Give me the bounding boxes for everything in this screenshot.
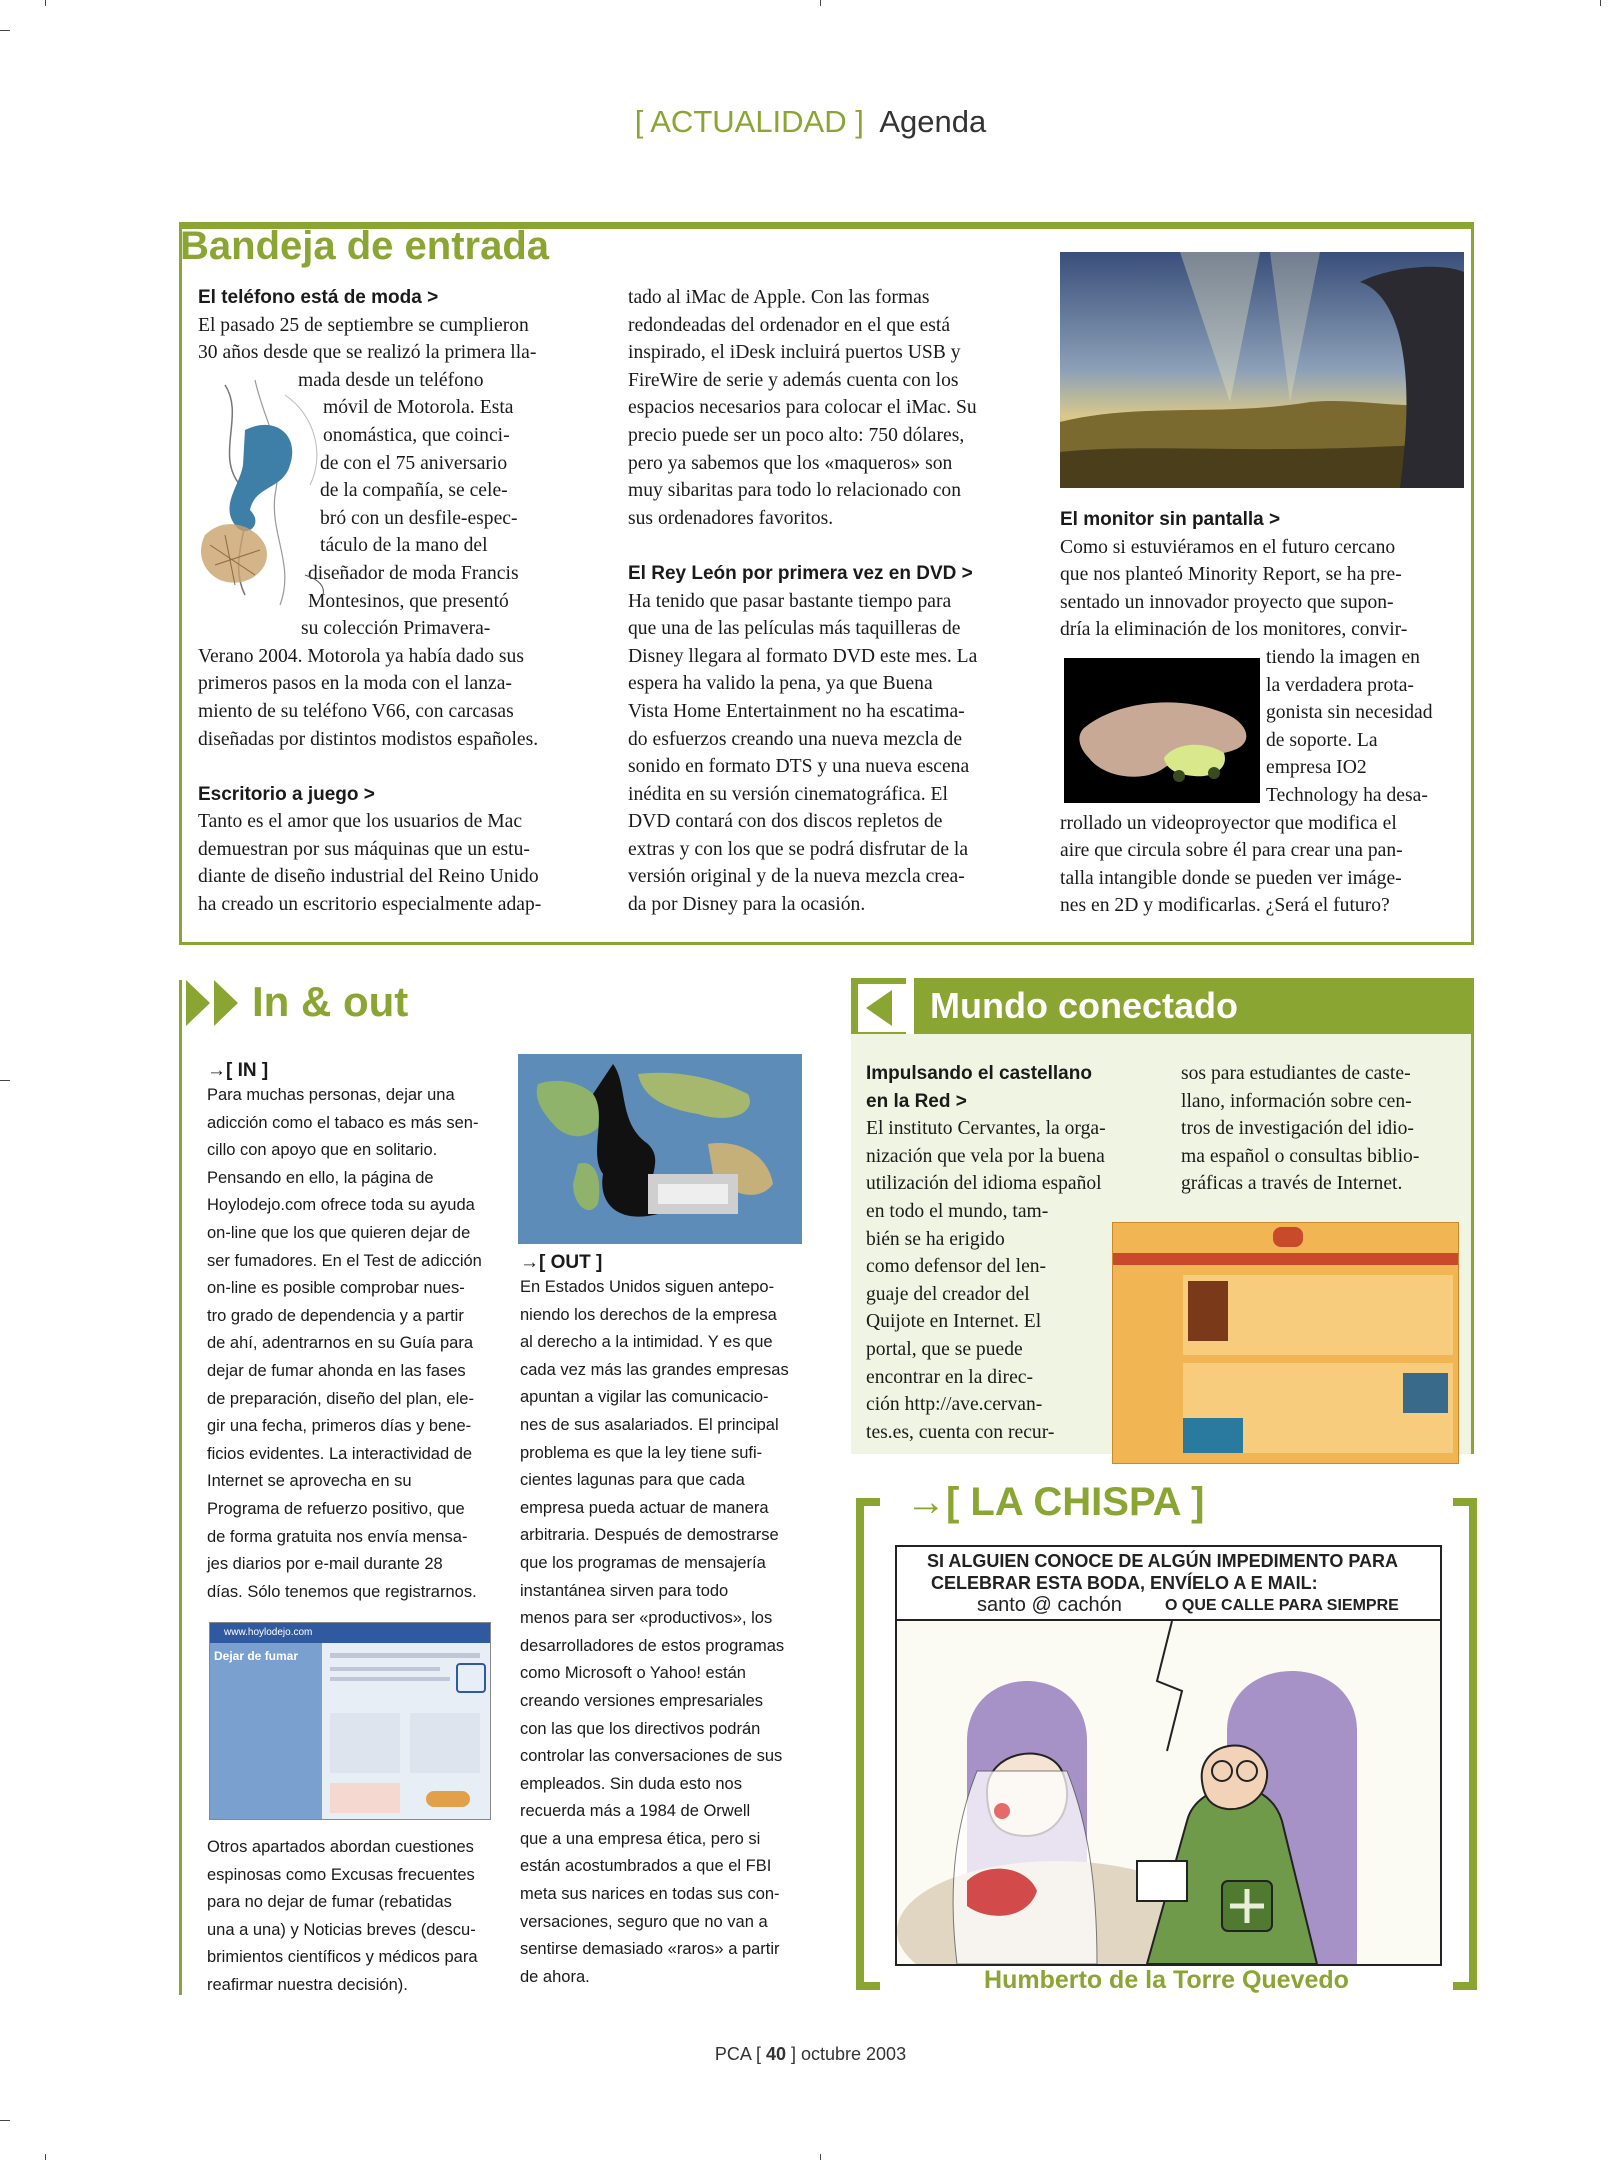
- text-line: ma español o consultas biblio-: [1181, 1145, 1420, 1167]
- text-line: ser fumadores. En el Test de adicción: [207, 1251, 482, 1270]
- text-line: como Microsoft o Yahoo! están: [520, 1664, 746, 1683]
- text-line: sentirse demasiado «raros» a partir: [520, 1940, 780, 1959]
- text-line: tado al iMac de Apple. Con las formas: [628, 287, 930, 308]
- text-line: tro grado de dependencia y a partir: [207, 1306, 464, 1325]
- text-line: Verano 2004. Motorola ya había dado sus: [198, 645, 524, 667]
- text-line: rrollado un videoproyector que modifica el: [1060, 812, 1397, 834]
- text-line: Otros apartados abordan cuestiones: [207, 1838, 474, 1856]
- text-line: de soporte. La: [1266, 729, 1378, 751]
- text-line: Como si estuviéramos en el futuro cercano: [1060, 536, 1396, 558]
- text-line: instantánea sirven para todo: [520, 1581, 729, 1600]
- text-line: empleados. Sin duda esto nos: [520, 1774, 742, 1793]
- text-line: sonido en formato DTS y una nueva escena: [628, 756, 970, 778]
- text-line: espacios necesarios para colocar el iMac. Su: [628, 397, 977, 419]
- text-line: empresa pueda actuar de manera: [520, 1498, 769, 1517]
- site-banner: Dejar de fumar: [214, 1649, 299, 1663]
- text-line: días. Sólo tenemos que registrarnos.: [207, 1582, 477, 1601]
- text-line: Montesinos, que presentó: [308, 590, 509, 612]
- crop-mark: [45, 0, 46, 6]
- logo-icon: [1273, 1227, 1303, 1247]
- hoylodejo-screenshot: [209, 1622, 491, 1820]
- text-line: on-line es posible comprobar nues-: [207, 1279, 465, 1298]
- crop-mark: [820, 0, 821, 6]
- wedding-cartoon-drawing: [897, 1621, 1440, 1964]
- page-header: [0, 104, 1621, 140]
- text-line: que los programas de mensajería: [520, 1553, 766, 1572]
- site-url: www.hoylodejo.com: [210, 1623, 490, 1643]
- text-line: adicción como el tabaco es más sen-: [207, 1113, 479, 1132]
- text-line: menos para ser «productivos», los: [520, 1609, 773, 1628]
- text-line: do esfuerzos creando una nueva mezcla de: [628, 728, 963, 750]
- text-line: versión original y de la nueva mezcla crea-: [628, 866, 965, 888]
- text-line: problema es que la ley tiene sufi-: [520, 1443, 763, 1462]
- text-line: espinosas como Excusas frecuentes: [207, 1865, 475, 1884]
- bandeja-col-2: [628, 284, 1026, 919]
- text-line: dría la eliminación de los monitores, convir-: [1060, 619, 1408, 641]
- mundo-title: Mundo conectado: [930, 985, 1238, 1026]
- text-line: bién se ha erigido: [866, 1228, 1005, 1250]
- text-line: Pensando en ello, la página de: [207, 1168, 434, 1187]
- text-line: sos para estudiantes de caste-: [1181, 1063, 1411, 1084]
- in-column-cont: [207, 1834, 493, 2000]
- article-body-reyleon: [628, 588, 1026, 919]
- text-line: tiendo la imagen en: [1266, 646, 1420, 668]
- text-line: que una de las películas más taquilleras de: [628, 618, 961, 640]
- text-line: diseñador de moda Francis: [308, 562, 519, 584]
- in-column: [207, 1060, 493, 1606]
- text-line: aire que circula sobre él para crear una pan-: [1060, 840, 1403, 862]
- text-line: creando versiones empresariales: [520, 1691, 764, 1710]
- help-icon: [456, 1663, 486, 1693]
- text-line: apuntan a vigilar las comunicacio-: [520, 1388, 769, 1407]
- text-line: Tanto es el amor que los usuarios de Mac: [198, 811, 523, 833]
- text-line: pero ya sabemos que los «maqueros» son: [628, 452, 953, 474]
- speech-line-3: O QUE CALLE PARA SIEMPRE: [1165, 1597, 1399, 1614]
- text-line: inspirado, el iDesk incluirá puertos USB y: [628, 342, 961, 364]
- text-line: 30 años desde que se realizó la primera lla-: [198, 342, 537, 364]
- text-line: guaje del creador del: [866, 1283, 1030, 1305]
- section-label: [ ACTUALIDAD ]: [634, 104, 864, 139]
- chispa-author: Humberto de la Torre Quevedo: [984, 1966, 1349, 1994]
- cervantes-screenshot: [1112, 1222, 1459, 1464]
- text-line: bró con un desfile-espec-: [320, 507, 518, 529]
- text-line: jes diarios por e-mail durante 28: [207, 1555, 443, 1574]
- footer-date: octubre 2003: [801, 2044, 907, 2064]
- text-line: talla intangible donde se pueden ver imáge-: [1060, 867, 1402, 889]
- out-heading: →[ OUT ]: [520, 1252, 603, 1273]
- page-number: 40: [765, 2044, 786, 2064]
- crop-mark: [1600, 0, 1601, 6]
- text-line: que a una empresa ética, pero si: [520, 1829, 761, 1848]
- text-line: muy sibaritas para todo lo relacionado con: [628, 480, 961, 502]
- text-line: para no dejar de fumar (rebatidas: [207, 1893, 452, 1912]
- text-line: diseñadas por distintos modistos españoles.: [198, 728, 539, 750]
- speech-email: santo @ cachón: [977, 1594, 1122, 1616]
- text-line: gir una fecha, primeros días y bene-: [207, 1417, 472, 1436]
- text-line: on-line que los que quieren dejar de: [207, 1223, 471, 1242]
- text-line: tros de investigación del idio-: [1181, 1118, 1414, 1140]
- text-line: sus ordenadores favoritos.: [628, 507, 834, 529]
- mundo-heading-2: en la Red >: [866, 1090, 967, 1112]
- mundo-heading-1: Impulsando el castellano: [866, 1063, 1092, 1084]
- text-line: Vista Home Entertainment no ha escatima-: [628, 700, 965, 722]
- text-line: desarrolladores de estos programas: [520, 1636, 785, 1655]
- text-line: nes en 2D y modificarlas. ¿Será el futuro?: [1060, 895, 1390, 917]
- text-line: táculo de la mano del: [320, 535, 488, 557]
- text-line: miento de su teléfono V66, con carcasas: [198, 700, 514, 722]
- lion-king-image: [1060, 252, 1464, 488]
- text-line: cada vez más las grandes empresas: [520, 1360, 789, 1379]
- text-line: empresa IO2: [1266, 757, 1367, 779]
- left-arrow-icon: [858, 984, 906, 1032]
- mundo-col-2: [1181, 1060, 1461, 1198]
- text-line: demuestran por sus máquinas que un estu-: [198, 838, 530, 860]
- text-line: Ha tenido que pasar bastante tiempo para: [628, 590, 952, 612]
- text-line: la verdadera prota-: [1266, 674, 1414, 696]
- text-line: da por Disney para la ocasión.: [628, 894, 866, 916]
- text-line: utilización del idioma español: [866, 1173, 1102, 1195]
- text-line: nización que vela por la buena: [866, 1145, 1105, 1167]
- text-line: En Estados Unidos siguen antepo-: [520, 1278, 775, 1296]
- text-line: DVD contará con dos discos repletos de: [628, 811, 943, 833]
- text-line: sentado un innovador proyecto que supon-: [1060, 591, 1394, 613]
- speech-line-1: SI ALGUIEN CONOCE DE ALGÚN IMPEDIMENTO PARA: [927, 1551, 1399, 1571]
- text-line: portal, que se puede: [866, 1338, 1023, 1360]
- crop-mark: [45, 2154, 46, 2160]
- chispa-title: →[ LA CHISPA ]: [906, 1480, 1205, 1524]
- text-line: de ahí, adentrarnos en su Guía para: [207, 1334, 474, 1353]
- text-line: de ahora.: [520, 1967, 590, 1986]
- article-heading-telefono: El teléfono está de moda >: [198, 287, 439, 308]
- text-line: móvil de Motorola. Esta: [323, 397, 514, 419]
- text-line: onomástica, que coinci-: [323, 424, 510, 446]
- text-line: dejar de fumar ahonda en las fases: [207, 1361, 466, 1380]
- mundo-arrow-box: [858, 984, 906, 1032]
- text-line: redondeadas del ordenador en el que está: [628, 314, 951, 336]
- text-line: reafirmar nuestra decisión).: [207, 1975, 408, 1994]
- crop-mark: [820, 2154, 821, 2160]
- text-line: cillo con apoyo que en solitario.: [207, 1141, 438, 1160]
- text-line: niendo los derechos de la empresa: [520, 1305, 777, 1324]
- text-line: Disney llegara al formato DVD este mes. La: [628, 645, 978, 667]
- text-line: Programa de refuerzo positivo, que: [207, 1499, 465, 1518]
- text-line: ha creado un escritorio especialmente adap-: [198, 894, 542, 916]
- text-line: espera ha valido la pena, ya que Buena: [628, 673, 933, 695]
- chispa-bracket-right: [1469, 1498, 1477, 1990]
- text-line: El instituto Cervantes, la orga-: [866, 1118, 1106, 1140]
- text-line: Quijote en Internet. El: [866, 1311, 1042, 1333]
- text-line: están acostumbrados a que el FBI: [520, 1857, 772, 1876]
- text-line: como defensor del len-: [866, 1256, 1047, 1278]
- text-line: Hoylodejo.com ofrece toda su ayuda: [207, 1196, 475, 1215]
- text-line: arbitraria. Después de demostrarse: [520, 1526, 779, 1545]
- text-line: de la compañía, se cele-: [320, 480, 508, 502]
- text-line: gonista sin necesidad: [1266, 702, 1433, 724]
- subsection-label: Agenda: [879, 104, 987, 139]
- text-line: El pasado 25 de septiembre se cumplieron: [198, 314, 529, 336]
- text-line: en todo el mundo, tam-: [866, 1200, 1049, 1222]
- text-line: inédita en su versión cinematográfica. El: [628, 783, 948, 805]
- text-line: tes.es, cuenta con recur-: [866, 1421, 1055, 1443]
- out-column: [520, 1252, 806, 1991]
- text-line: extras y con los que se podrá disfrutar de la: [628, 838, 969, 860]
- text-line: con las que los directivos podrán: [520, 1719, 761, 1738]
- page-footer: PCA [ 40 ] octubre 2003: [714, 2044, 907, 2064]
- text-line: que nos planteó Minority Report, se ha pre-: [1060, 564, 1402, 586]
- text-line: ción http://ave.cervan-: [866, 1394, 1043, 1416]
- text-line: gráficas a través de Internet.: [1181, 1173, 1403, 1195]
- text-line: nes de sus asalariados. El principal: [520, 1415, 779, 1434]
- fashion-illustration: [185, 375, 335, 610]
- in-heading: →[ IN ]: [207, 1060, 269, 1081]
- crop-mark: [0, 1080, 10, 1081]
- crop-mark: [0, 30, 10, 31]
- text-line: controlar las conversaciones de sus: [520, 1747, 783, 1766]
- article-heading-escritorio: Escritorio a juego >: [198, 783, 375, 805]
- text-line: cientes lagunas para que cada: [520, 1471, 745, 1490]
- text-line: encontrar en la direc-: [866, 1366, 1033, 1388]
- article-heading-reyleon: El Rey León por primera vez en DVD >: [628, 562, 973, 584]
- article-body-escritorio: [198, 808, 596, 918]
- text-line: mada desde un teléfono: [298, 369, 484, 391]
- text-line: llano, información sobre cen-: [1181, 1090, 1412, 1112]
- text-line: al derecho a la intimidad. Y es que: [520, 1333, 773, 1352]
- text-line: diante de diseño industrial del Reino Unido: [198, 866, 539, 888]
- text-line: meta sus narices en todas sus con-: [520, 1885, 780, 1904]
- text-line: recuerda más a 1984 de Orwell: [520, 1802, 751, 1821]
- inout-rule: [179, 980, 182, 1995]
- article-heading-monitor: El monitor sin pantalla >: [1060, 509, 1281, 530]
- hand-hologram-image: [1064, 658, 1260, 803]
- text-line: ficios evidentes. La interactividad de: [207, 1444, 473, 1463]
- text-line: Para muchas personas, dejar una: [207, 1086, 455, 1104]
- text-line: una a una) y Noticias breves (descu-: [207, 1920, 476, 1939]
- inout-title: In & out: [252, 978, 409, 1025]
- text-line: FireWire de serie y además cuenta con los: [628, 369, 959, 391]
- text-line: de con el 75 aniversario: [320, 452, 508, 474]
- text-line: versaciones, seguro que no van a: [520, 1912, 768, 1931]
- text-line: brimientos científicos y médicos para: [207, 1948, 478, 1967]
- speech-line-2: CELEBRAR ESTA BODA, ENVÍELO A E MAIL:: [931, 1573, 1318, 1593]
- text-line: primeros pasos en la moda con el lanza-: [198, 673, 512, 695]
- text-line: Internet se aprovecha en su: [207, 1472, 412, 1491]
- footer-pub: PCA: [714, 2044, 751, 2064]
- text-line: precio puede ser un poco alto: 750 dólares,: [628, 424, 965, 446]
- world-map-image: [518, 1054, 802, 1244]
- in-body: [207, 1082, 493, 1606]
- crop-mark: [0, 2120, 10, 2121]
- bandeja-title: Bandeja de entrada: [180, 224, 550, 268]
- text-line: de forma gratuita nos envía mensa-: [207, 1527, 468, 1546]
- cartoon: [895, 1545, 1442, 1966]
- text-line: su colección Primavera-: [301, 618, 491, 640]
- text-line: de preparación, diseño del plan, ele-: [207, 1389, 474, 1408]
- chispa-bracket-left: [856, 1498, 864, 1990]
- double-arrow-icon: [186, 980, 244, 1026]
- text-line: Technology ha desa-: [1266, 784, 1428, 806]
- out-body: [520, 1274, 806, 1991]
